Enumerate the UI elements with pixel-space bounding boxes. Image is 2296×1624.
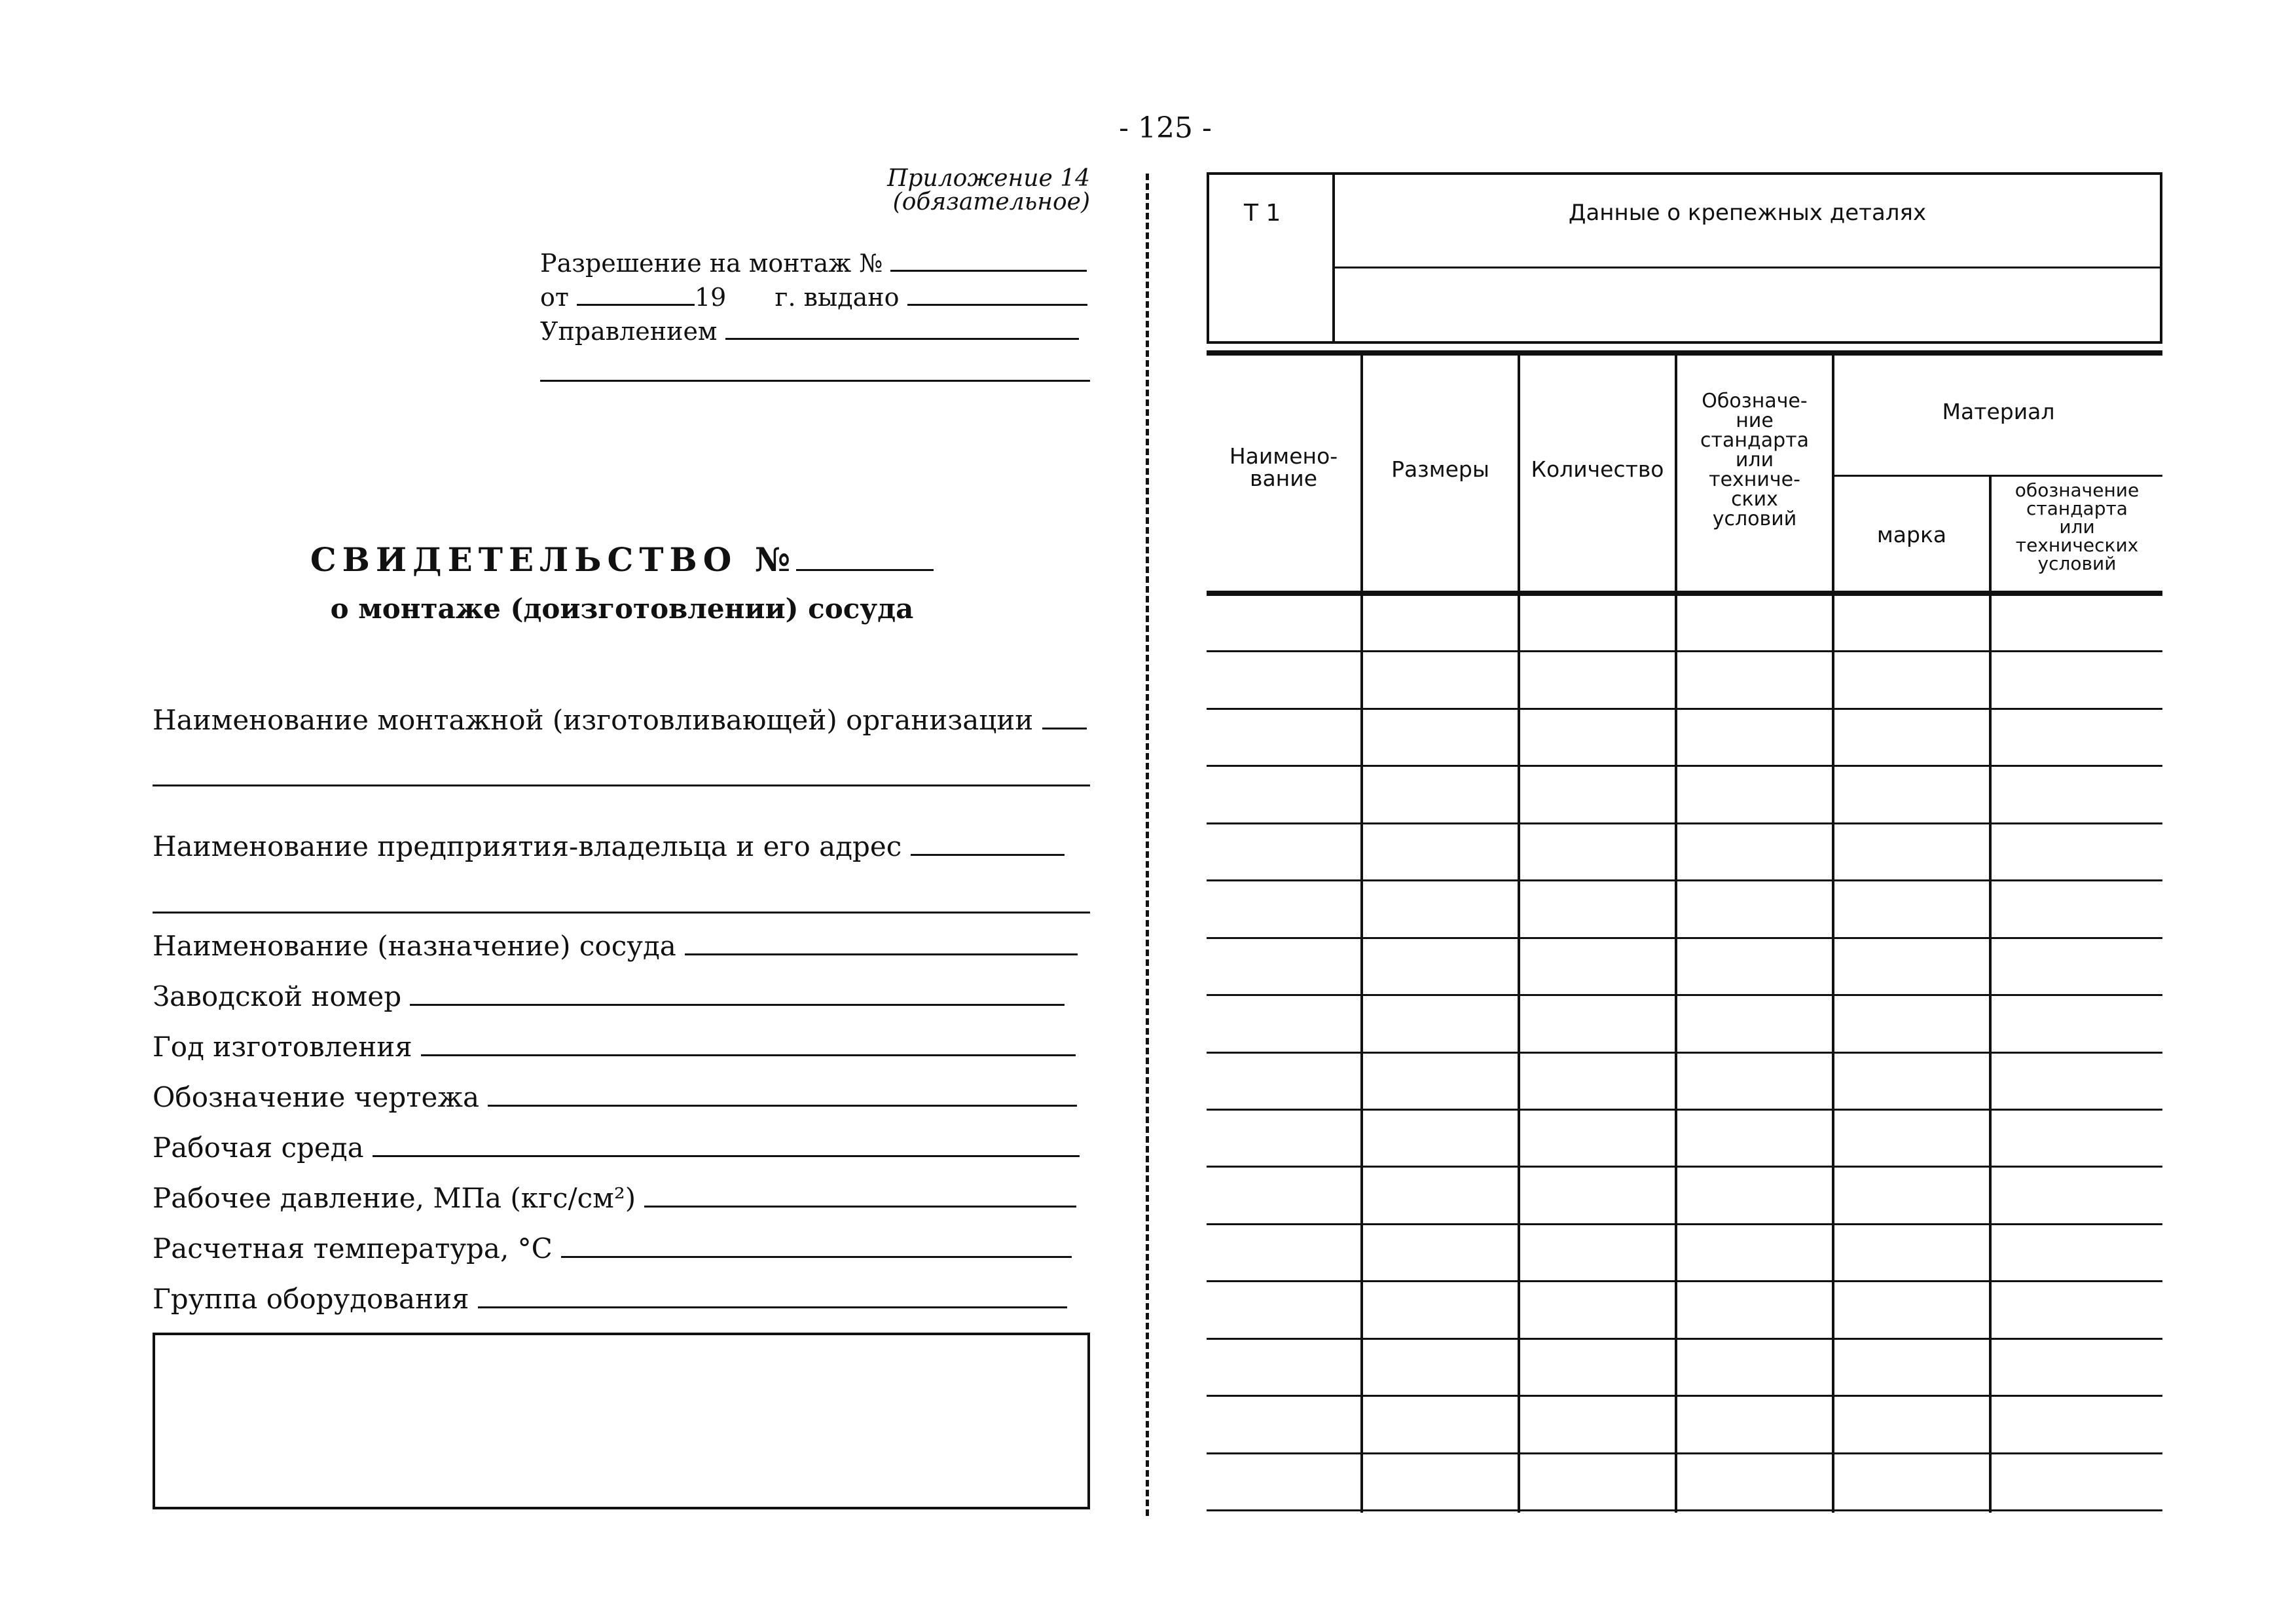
col-name-header-line1: Наимено- xyxy=(1229,443,1338,469)
appendix-note xyxy=(887,167,1090,214)
fastener-header-divider xyxy=(1332,172,1335,344)
table-row[interactable] xyxy=(1207,1223,2162,1225)
table-row[interactable] xyxy=(1207,822,2162,824)
field-pressure-input[interactable] xyxy=(644,1185,1076,1208)
col-material-standard-line1: обозначение xyxy=(2014,479,2140,501)
col-standard-line4: или xyxy=(1735,449,1774,471)
field-year xyxy=(153,1031,1076,1063)
table-top-border xyxy=(1207,350,2162,356)
col-grade-header: марка xyxy=(1876,522,1947,547)
col-name-header-line2: вание xyxy=(1250,466,1317,491)
table-row[interactable] xyxy=(1207,1109,2162,1111)
permit-label: Разрешение на монтаж № xyxy=(540,249,883,278)
table-row[interactable] xyxy=(1207,937,2162,939)
col-name-header xyxy=(1207,445,1360,490)
permit-department-label: Управлением xyxy=(540,317,718,346)
field-serial-number-input[interactable] xyxy=(410,983,1065,1006)
col-material-standard-line2: стандарта xyxy=(2026,498,2128,519)
field-medium xyxy=(153,1132,1080,1164)
table-row[interactable] xyxy=(1207,1509,2162,1511)
table-row[interactable] xyxy=(1207,1395,2162,1397)
field-equipment-group-input[interactable] xyxy=(478,1285,1067,1308)
field-pressure xyxy=(153,1182,1076,1215)
col-standard-line2: ние xyxy=(1736,409,1774,432)
table-row[interactable] xyxy=(1207,1280,2162,1282)
field-drawing-input[interactable] xyxy=(488,1084,1077,1107)
field-organization-line2[interactable] xyxy=(153,784,1090,786)
field-pressure-label: Рабочее давление, МПа (кгс/см²) xyxy=(153,1182,636,1214)
field-vessel-name-label: Наименование (назначение) сосуда xyxy=(153,930,676,962)
field-drawing-label: Обозначение чертежа xyxy=(153,1081,480,1113)
field-owner xyxy=(153,830,1065,863)
field-drawing xyxy=(153,1081,1077,1114)
col-standard-header xyxy=(1677,392,1832,529)
field-serial-number xyxy=(153,980,1065,1013)
col-sizes-header: Размеры xyxy=(1391,456,1489,482)
field-organization-input[interactable] xyxy=(1042,707,1087,729)
col-material-standard-line3: или xyxy=(2059,516,2095,538)
permit-line xyxy=(540,249,1087,278)
field-equipment-group-label: Группа оборудования xyxy=(153,1283,469,1315)
permit-date-field[interactable] xyxy=(577,284,695,306)
fastener-header-input[interactable] xyxy=(1336,270,2160,342)
table-row[interactable] xyxy=(1207,1166,2162,1168)
field-temperature xyxy=(153,1232,1072,1265)
field-organization-label: Наименование монтажной (изготовливающей) организации xyxy=(153,704,1034,736)
certificate-number-field[interactable] xyxy=(796,545,934,571)
field-organization xyxy=(153,704,1087,737)
table-row[interactable] xyxy=(1207,1452,2162,1454)
table-row[interactable] xyxy=(1207,879,2162,881)
permit-from-label: от xyxy=(540,283,569,312)
material-subheader-line xyxy=(1833,475,2162,477)
field-year-input[interactable] xyxy=(421,1033,1076,1056)
field-vessel-name-input[interactable] xyxy=(685,932,1078,955)
field-medium-label: Рабочая среда xyxy=(153,1132,364,1164)
col-standard-line3: стандарта xyxy=(1700,429,1809,452)
permit-year-label: 19 xyxy=(695,283,727,312)
col-standard-line6: ских xyxy=(1731,488,1778,511)
permit-issued-field[interactable] xyxy=(907,284,1087,306)
table-row[interactable] xyxy=(1207,765,2162,767)
field-medium-input[interactable] xyxy=(373,1134,1080,1157)
col-material-standard-header xyxy=(1992,481,2162,573)
permit-extra-line[interactable] xyxy=(540,380,1090,382)
col-standard-line7: условий xyxy=(1712,507,1797,530)
appendix-number: Приложение 14 xyxy=(887,165,1090,192)
col-material-standard-line5: условий xyxy=(2037,553,2117,574)
field-owner-line2[interactable] xyxy=(153,912,1090,913)
table-header-bottom-border xyxy=(1207,591,2162,596)
permit-number-field[interactable] xyxy=(890,250,1087,272)
certificate-title xyxy=(151,540,1093,579)
field-equipment-group xyxy=(153,1283,1067,1316)
permit-issued-label: г. выдано xyxy=(774,283,900,312)
col-material-header: Материал xyxy=(1942,399,2055,424)
field-vessel-name xyxy=(153,930,1078,963)
table-row[interactable] xyxy=(1207,708,2162,710)
field-temperature-label: Расчетная температура, °С xyxy=(153,1232,553,1264)
page-divider xyxy=(1146,174,1149,1516)
table-code: Т 1 xyxy=(1244,200,1281,227)
col-standard-line5: техниче- xyxy=(1709,468,1800,491)
table-row[interactable] xyxy=(1207,1052,2162,1054)
page-number: - 125 - xyxy=(1119,111,1212,145)
field-owner-label: Наименование предприятия-владельца и его адрес xyxy=(153,830,902,862)
permit-department-field[interactable] xyxy=(725,318,1079,340)
notes-box[interactable] xyxy=(153,1333,1090,1509)
fastener-header-midline xyxy=(1332,267,2162,268)
field-serial-number-label: Заводской номер xyxy=(153,980,402,1012)
certificate-title-text: СВИДЕТЕЛЬСТВО № xyxy=(310,540,797,579)
col-standard-line1: Обозначе- xyxy=(1702,390,1808,413)
table-row[interactable] xyxy=(1207,1338,2162,1340)
table-row[interactable] xyxy=(1207,994,2162,996)
permit-date-line xyxy=(540,283,1087,312)
col-quantity-header: Количество xyxy=(1531,456,1664,482)
permit-department-line xyxy=(540,317,1079,346)
col-material-standard-line4: технических xyxy=(2015,534,2139,556)
appendix-status: (обязательное) xyxy=(892,189,1090,215)
certificate-subtitle: о монтаже (доизготовлении) сосуда xyxy=(330,593,914,625)
field-temperature-input[interactable] xyxy=(561,1235,1072,1258)
table-row[interactable] xyxy=(1207,650,2162,652)
table-title: Данные о крепежных деталях xyxy=(1568,200,1927,226)
field-year-label: Год изготовления xyxy=(153,1031,412,1063)
field-owner-input[interactable] xyxy=(911,833,1065,856)
